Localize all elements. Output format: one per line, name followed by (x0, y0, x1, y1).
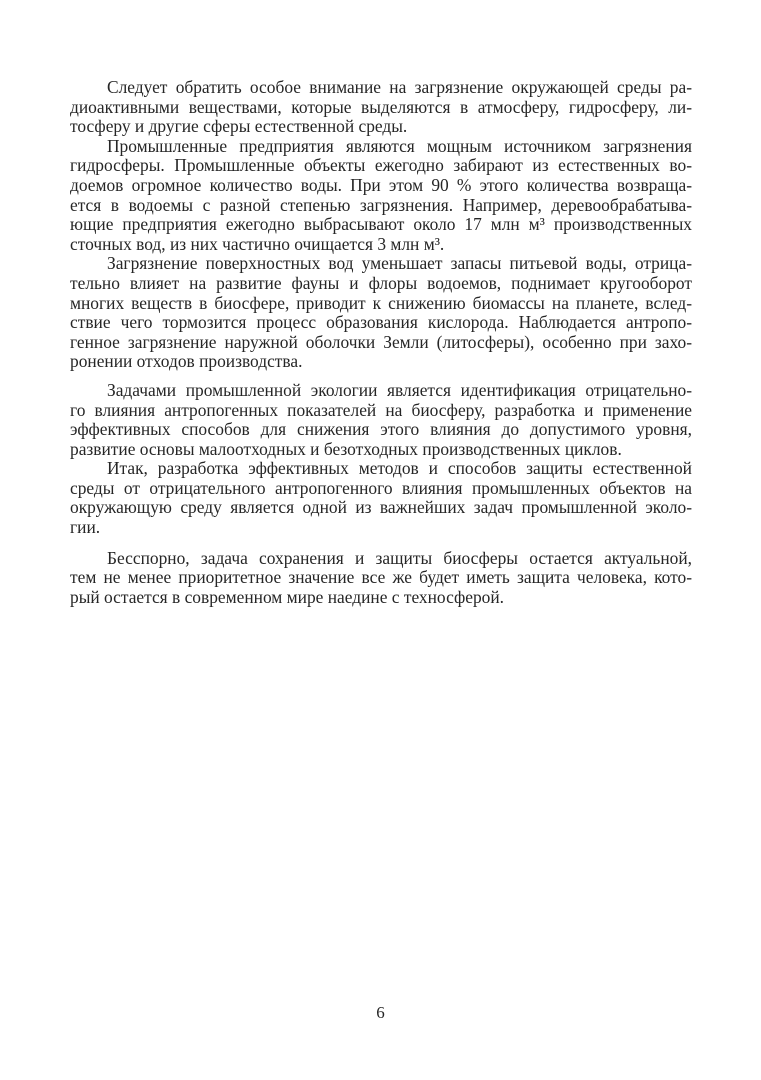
paragraph-tasks (70, 381, 692, 459)
text-line: эффективных способов для снижения этого влияния до допустимого уровня, (70, 419, 692, 440)
paragraph-radioactive (70, 78, 692, 137)
text-line: диоактивными веществами, которые выделяются в атмосферу, гидросферу, ли- (70, 96, 692, 117)
text-line: Загрязнение поверхностных вод уменьшает запасы питьевой воды, отрица- (107, 253, 692, 274)
text-line: Следует обратить особое внимание на загрязнение окружающей среды ра- (107, 77, 692, 97)
text-line: Задачами промышленной экологии является идентификация отрицательно- (107, 379, 692, 400)
text-line: рый остается в современном мире наедине с техносферой. (70, 586, 505, 607)
text-line: ющие предприятия ежегодно выбрасывают около 17 млн м³ производственных (70, 214, 692, 235)
text-line: сточных вод, из них частично очищается 3 млн м³. (70, 233, 445, 254)
text-line: го влияния антропогенных показателей на биосферу, разработка и применение (70, 399, 692, 420)
text-line: среды от отрицательного антропогенного влияния промышленных объектов на (70, 477, 692, 498)
text-line: окружающую среду является одной из важнейших задач промышленной эколо- (70, 497, 692, 518)
text-line: тем не менее приоритетное значение все же будет иметь защита человека, кото- (70, 567, 692, 588)
text-line: ствие чего тормозится процесс образования кислорода. Наблюдается антропо- (70, 312, 692, 333)
text-line: доемов огромное количество воды. При этом 90 % этого количества возвраща- (70, 174, 692, 195)
text-line: Итак, разработка эффективных методов и способов защиты естественной (107, 458, 692, 479)
text-line: гии. (70, 517, 101, 538)
text-line: развитие основы малоотходных и безотходных производственных циклов. (70, 438, 622, 459)
document-body (70, 78, 692, 607)
text-line: ется в водоемы с разной степенью загрязнения. Например, деревообрабатыва- (70, 194, 692, 215)
text-line: генное загрязнение наружной оболочки Земли (литосферы), особенно при захо- (70, 331, 692, 352)
page-number: 6 (376, 1003, 385, 1022)
text-line: тосферу и другие сферы естественной среды. (70, 116, 408, 137)
text-line: многих веществ в биосфере, приводит к снижению биомассы на планете, вслед- (70, 292, 692, 313)
text-line: Промышленные предприятия являются мощным источником загрязнения (107, 135, 692, 156)
paragraph-biosphere (70, 549, 692, 608)
text-line: тельно влияет на развитие фауны и флоры водоемов, поднимает кругооборот (70, 272, 692, 293)
paragraph-conclusion (70, 459, 692, 537)
paragraph-surface-water (70, 254, 692, 372)
text-line: ронении отходов производства. (70, 351, 303, 372)
text-line: Бесспорно, задача сохранения и защиты биосферы остается актуальной, (107, 547, 692, 568)
text-line: гидросферы. Промышленные объекты ежегодно забирают из естественных во- (70, 155, 692, 176)
paragraph-hydrosphere (70, 137, 692, 255)
